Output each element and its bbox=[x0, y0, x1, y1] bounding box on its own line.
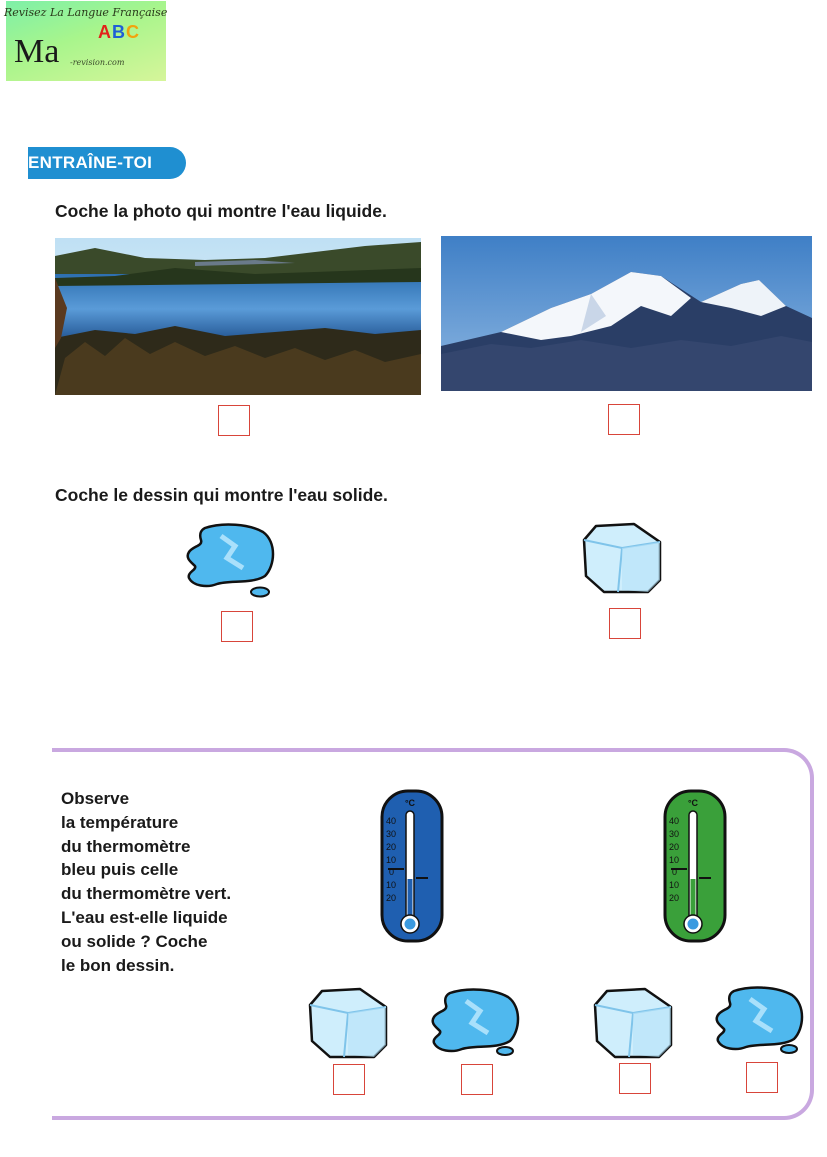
green-thermometer bbox=[663, 789, 727, 943]
logo-name: Ma bbox=[14, 33, 60, 70]
logo-domain: -revision.com bbox=[70, 58, 125, 67]
svg-text:40: 40 bbox=[386, 816, 397, 826]
blue-water-checkbox[interactable] bbox=[461, 1064, 493, 1095]
puddle-checkbox[interactable] bbox=[221, 611, 253, 642]
svg-text:10: 10 bbox=[386, 855, 397, 865]
exercise-2-instruction: Coche le dessin qui montre l'eau solide. bbox=[55, 485, 388, 505]
green-ice-checkbox[interactable] bbox=[619, 1063, 651, 1094]
svg-text:10: 10 bbox=[386, 880, 397, 890]
ice-cube-drawing bbox=[582, 520, 666, 596]
svg-text:40: 40 bbox=[669, 816, 680, 826]
svg-text:0: 0 bbox=[672, 867, 678, 877]
svg-text:20: 20 bbox=[669, 893, 680, 903]
logo-tagline: Revisez La Langue Française bbox=[4, 6, 168, 19]
snowy-mountain-photo bbox=[441, 236, 812, 391]
ice-cube-drawing-2 bbox=[593, 985, 677, 1061]
svg-text:30: 30 bbox=[386, 829, 397, 839]
water-puddle-drawing-1 bbox=[428, 985, 524, 1067]
thermometer-instruction: Observe la température du thermomètre bleu puis celle du thermomètre vert. L'eau est-elle liquide ou solide ? Coche le bon dessin. bbox=[61, 789, 232, 975]
water-puddle-drawing bbox=[183, 520, 279, 602]
logo-abc-letters: ABC bbox=[98, 22, 140, 42]
svg-text:10: 10 bbox=[669, 880, 680, 890]
blue-thermometer bbox=[380, 789, 444, 943]
mountain-checkbox[interactable] bbox=[608, 404, 640, 435]
svg-text:10: 10 bbox=[669, 855, 680, 865]
lake-checkbox[interactable] bbox=[218, 405, 250, 436]
blue-ice-checkbox[interactable] bbox=[333, 1064, 365, 1095]
ice-cube-drawing-1 bbox=[308, 985, 392, 1061]
svg-text:30: 30 bbox=[669, 829, 680, 839]
section-title: ENTRAÎNE-TOI bbox=[28, 153, 153, 172]
lake-photo bbox=[55, 238, 421, 395]
green-water-checkbox[interactable] bbox=[746, 1062, 778, 1093]
svg-text:20: 20 bbox=[669, 842, 680, 852]
exercise-1-instruction: Coche la photo qui montre l'eau liquide. bbox=[55, 201, 387, 221]
svg-text:0: 0 bbox=[389, 867, 395, 877]
svg-text:°C: °C bbox=[687, 798, 699, 808]
svg-text:20: 20 bbox=[386, 842, 397, 852]
svg-text:20: 20 bbox=[386, 893, 397, 903]
water-puddle-drawing-2 bbox=[712, 983, 808, 1065]
svg-text:°C: °C bbox=[404, 798, 416, 808]
ice-checkbox[interactable] bbox=[609, 608, 641, 639]
